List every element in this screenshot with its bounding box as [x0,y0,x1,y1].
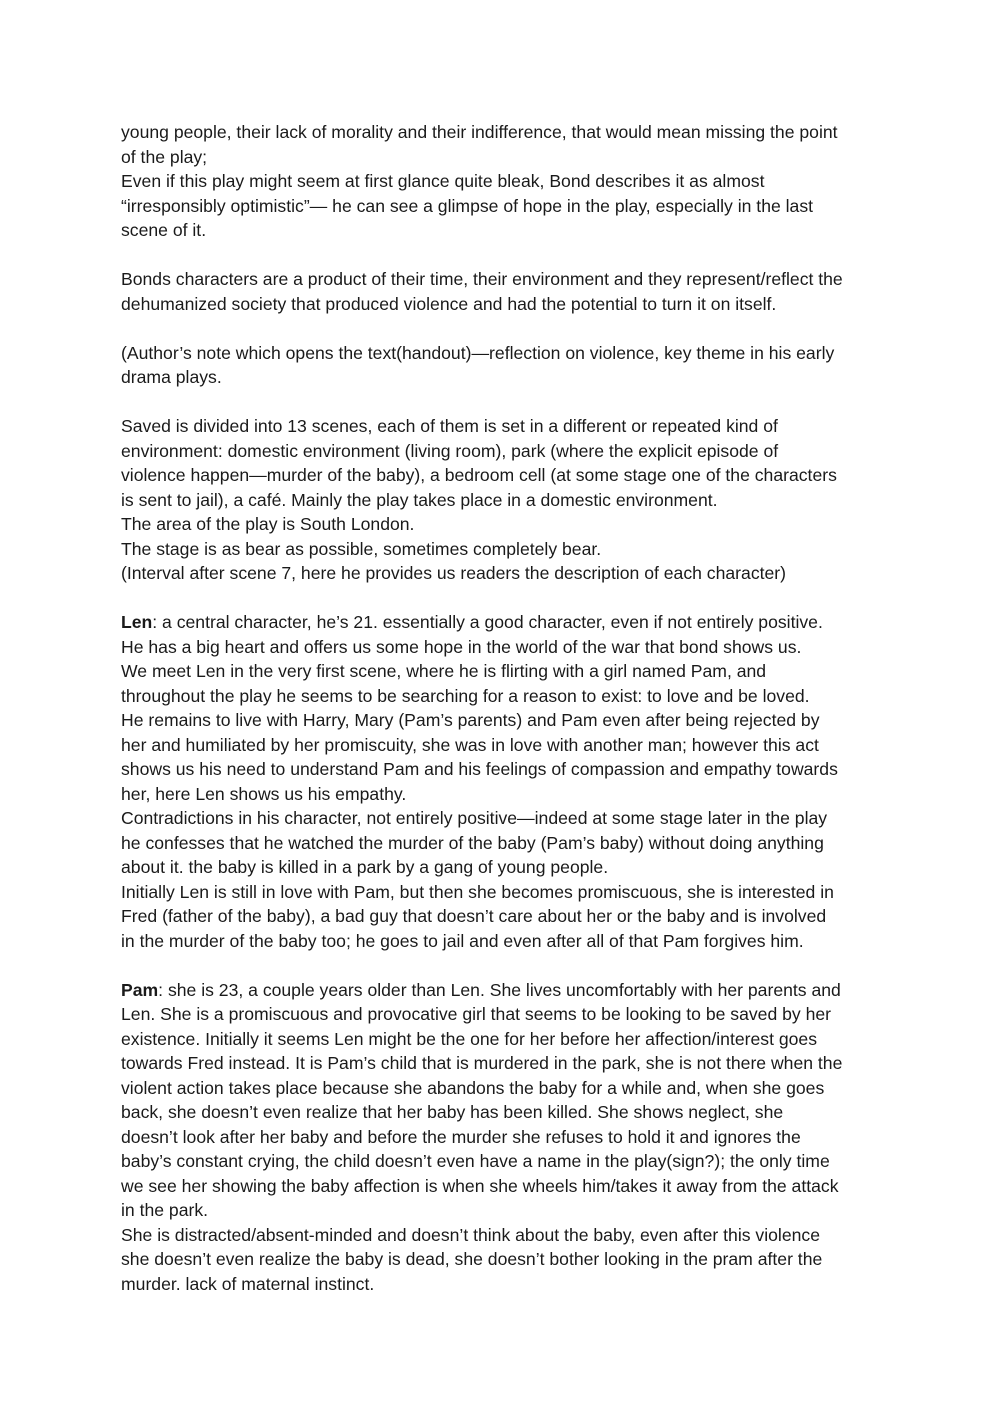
text-line: violent action takes place because she abandons the baby for a while and, when she goes [121,1077,825,1098]
paragraph-pam [121,978,886,1297]
text-line: young people, their lack of morality and their indifference, that would mean missing the point [121,122,838,142]
text-line: dehumanized society that produced violence and had the potential to turn it on itself. [121,293,777,314]
text-line: Fred (father of the baby), a bad guy that doesn’t care about her or the baby and is involved [121,906,827,926]
text-line: environment: domestic environment (living room), park (where the explicit episode of [121,440,779,461]
paragraph-author-note [121,341,886,390]
paragraph-characters-context [121,267,886,316]
paragraph-scenes [121,414,886,586]
text-line: back, she doesn’t even realize that her baby has been killed. She shows neglect, she [121,1102,784,1122]
text-line: He remains to live with Harry, Mary (Pam’s parents) and Pam even after being rejected by [121,710,820,730]
text-line: of the play; [121,146,208,167]
text-fragment: : a central character, he’s 21. essentially a good character, even if not entirely positive. [152,612,823,632]
text-line: we see her showing the baby affection is when she wheels him/takes it away from the attack [121,1175,839,1196]
text-line: doesn’t look after her baby and before the murder she refuses to hold it and ignores the [121,1126,801,1147]
text-line [121,978,886,1003]
character-name-pam: Pam [121,979,159,1000]
text-line: existence. Initially it seems Len might be the one for her before her affection/interest goes [121,1028,818,1049]
text-line: is sent to jail), a café. Mainly the play takes place in a domestic environment. [121,489,718,510]
text-fragment: : she is 23, a couple years older than Len. She lives uncomfortably with her parents and [158,979,841,1000]
text-line: She is distracted/absent-minded and doesn’t think about the baby, even after this violence [121,1224,820,1245]
text-line: Len. She is a promiscuous and provocative girl that seems to be looking to be saved by her [121,1004,832,1024]
text-line: baby’s constant crying, the child doesn’t even have a name in the play(sign?); the only time [121,1151,830,1171]
text-line: scene of it. [121,220,207,240]
text-line: violence happen—murder of the baby), a bedroom cell (at some stage one of the characters [121,465,837,485]
text-line: towards Fred instead. It is Pam’s child that is murdered in the park, she is not there when the [121,1053,843,1073]
paragraph-intro [121,120,886,243]
text-line: (Author’s note which opens the text(handout)—reflection on violence, key theme in his early [121,342,835,363]
text-line: He has a big heart and offers us some hope in the world of the war that bond shows us. [121,636,802,657]
text-line: Initially Len is still in love with Pam, but then she becomes promiscuous, she is interested in [121,881,834,902]
text-line: The stage is as bear as possible, sometimes completely bear. [121,538,602,559]
text-line: he confesses that he watched the murder of the baby (Pam’s baby) without doing anything [121,832,824,853]
text-line: murder. lack of maternal instinct. [121,1273,375,1294]
text-line: Bonds characters are a product of their time, their environment and they represent/reflect the [121,269,843,289]
text-line: in the murder of the baby too; he goes to jail and even after all of that Pam forgives him. [121,930,804,951]
text-line: her, here Len shows us his empathy. [121,783,407,804]
text-line: The area of the play is South London. [121,514,415,534]
text-line: throughout the play he seems to be searching for a reason to exist: to love and be loved. [121,685,810,706]
text-line: about it. the baby is killed in a park by a gang of young people. [121,857,609,877]
text-line: shows us his need to understand Pam and his feelings of compassion and empathy towards [121,759,838,779]
text-line: she doesn’t even realize the baby is dead, she doesn’t bother looking in the pram after the [121,1249,823,1269]
document-page [121,120,886,1321]
text-line: drama plays. [121,367,222,387]
text-line: Contradictions in his character, not entirely positive—indeed at some stage later in the play [121,808,828,828]
text-line: Even if this play might seem at first glance quite bleak, Bond describes it as almost [121,171,765,191]
text-line: “irresponsibly optimistic”— he can see a glimpse of hope in the play, especially in the last [121,195,814,216]
text-line: We meet Len in the very first scene, where he is flirting with a girl named Pam, and [121,661,767,681]
paragraph-len [121,610,886,953]
text-line: her and humiliated by her promiscuity, she was in love with another man; however this act [121,734,819,755]
text-line: Saved is divided into 13 scenes, each of them is set in a different or repeated kind of [121,416,778,436]
text-line: (Interval after scene 7, here he provides us readers the description of each character) [121,563,787,583]
character-name-len: Len [121,612,153,632]
text-line: in the park. [121,1200,209,1220]
text-line [121,610,886,635]
